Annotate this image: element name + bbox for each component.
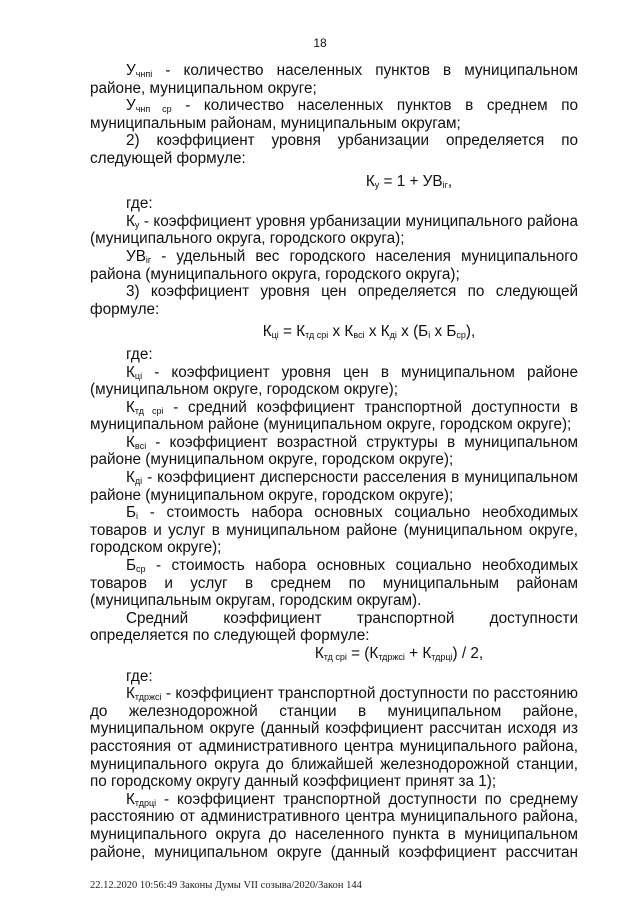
definition-kci: $К_{цi}$ - коэффициент уровня цен в муниципальном районе (муниципальном округе, городском округе); xyxy=(90,363,578,399)
formula-urbanization: $К_у = 1 + УВ_{iг}$, xyxy=(365,172,453,190)
definition-bi: $Б_i$ - стоимость набора основных социально необходимых товаров и услуг в муниципальном районе (муниципальном округе, городском округе); xyxy=(90,504,578,557)
definition-kvci: $К_{вci}$ - коэффициент возрастной структуры в муниципальном районе (муниципальном округе, городском округе); xyxy=(90,433,578,469)
definition-kdi: $К_{дi}$ - коэффициент дисперсности расселения в муниципальном районе (муниципальном округе, городском округе); xyxy=(90,469,578,504)
paragraph-uchnpsr: $У_{чнп ср}$ - количество населенных пунктов в среднем по муниципальным районам, муниципальным округам; xyxy=(90,97,578,132)
definition-uvig: $УВ_{iг}$ - удельный вес городского населения муниципального района (муниципального округа, городского округа); xyxy=(90,247,578,283)
formula-price-level: $К_{цi} = К_{тд срi}$ x $К_{вci}$ x $К_{дi}$ x ($Б_i$ x $Б_{ср}$), xyxy=(262,323,476,341)
paragraph-uchnpi: $У_{чнпi}$ - количество населенных пунктов в муниципальном районе, муниципальном округе; xyxy=(90,62,578,97)
page-number: 18 xyxy=(313,36,327,50)
definition-ktdsri: $К_{тд срi}$ - средний коэффициент транспортной доступности в муниципальном районе (муниципальном округе, городском округе); xyxy=(90,398,578,434)
footer-stamp: 22.12.2020 10:56:49 Законы Думы VII созыва/2020/Закон 144 xyxy=(90,880,362,891)
paragraph-item-2: 2) коэффициент уровня урбанизации определяется по следующей формуле: xyxy=(90,132,578,167)
formula-transport: $К_{тд срi} = (К_{тдржсi} + К_{тдрцi}) / 2$, xyxy=(314,645,484,662)
where-label-3: где: xyxy=(126,667,153,685)
definition-ktdrzhsi: $К_{тдржсi}$ - коэффициент транспортной доступности по расстоянию до железнодорожной станции в муниципальном районе, муниципальном округе (данный коэффициент рассчитан исходя из расстояния от административного центра муниципального района, муниципального округа до ближайшей железнодорожной станции, по городскому округу данный коэффициент принят за 1); xyxy=(90,685,578,791)
paragraph-item-3: 3) коэффициент уровня цен определяется по следующей формуле: xyxy=(90,283,578,318)
document-body xyxy=(90,62,578,861)
definition-ktdrci: $К_{тдрцi}$ - коэффициент транспортной доступности по среднему расстоянию от административного центра муниципального района, муниципального округа до населенного пункта в муниципальном районе, муниципальном округе (данный коэффициент рассчитан xyxy=(90,790,578,861)
definition-ky: $К_у$ - коэффициент уровня урбанизации муниципального района (муниципального округа, городского округа); xyxy=(90,212,578,248)
where-label: где: xyxy=(126,195,153,213)
paragraph-avg-transport: Средний коэффициент транспортной доступности определяется по следующей формуле: xyxy=(90,609,578,645)
definition-bsr: $Б_{ср}$ - стоимость набора основных социально необходимых товаров и услуг в среднем по муниципальным районам (муниципальным округам, городским округам). xyxy=(90,557,578,610)
where-label-2: где: xyxy=(126,345,153,363)
